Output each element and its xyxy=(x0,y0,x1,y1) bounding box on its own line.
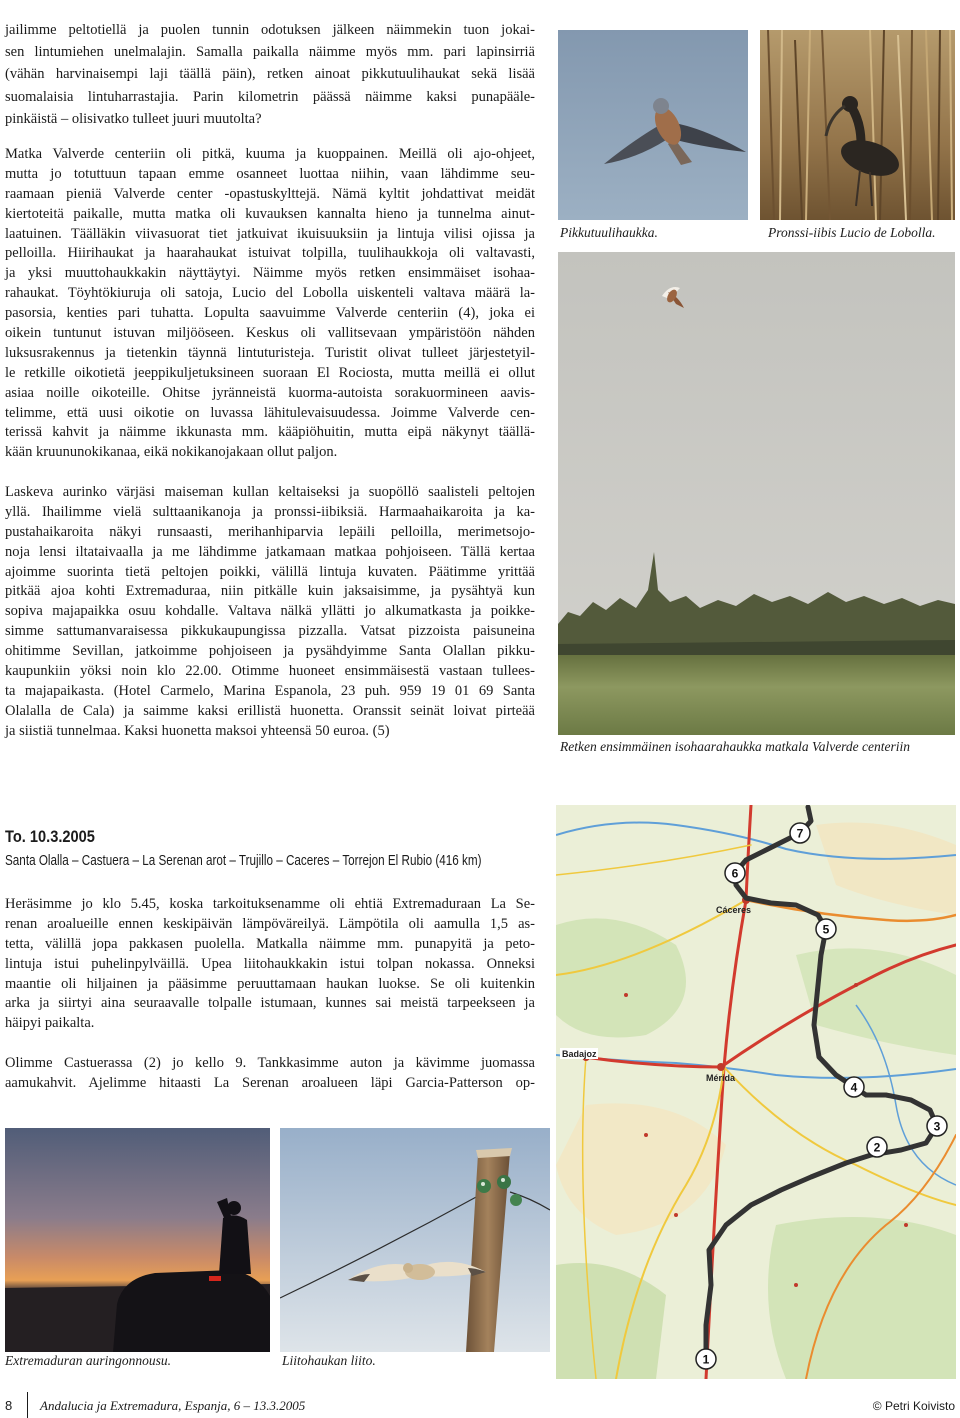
text-line: kaupunkiin yöksi noin klo 22.00. Otimme huoneet ensimmäisestä vastaan tullees- xyxy=(5,663,535,680)
marker-number: 3 xyxy=(933,1119,941,1134)
route-marker-7 xyxy=(790,823,810,843)
route-marker-1 xyxy=(696,1349,716,1369)
copyright: © Petri Koivisto xyxy=(872,1399,955,1413)
text-line: ja siistiä tunnelmaa. Kaksi huonetta maksoi yhteensä 50 euroa. (5) xyxy=(5,722,390,739)
sky xyxy=(280,1128,550,1352)
footer-title: Andalucia ja Extremadura, Espanja, 6 – 13.3.2005 xyxy=(40,1398,306,1413)
route-marker-2 xyxy=(867,1137,887,1157)
harrier-photo xyxy=(280,1128,550,1352)
text-line: suomalaisia lintuharrastajia. Parin kilometrin päässä näimme kaksi punapääle- xyxy=(5,88,535,105)
ibis-caption: Pronssi-iibis Lucio de Lobolla. xyxy=(768,225,936,240)
text-line: Matka Valverde centeriin oli pitkä, kuuma ja kuoppainen. Meillä oli ajo-ohjeet, xyxy=(5,146,535,162)
text-line: pinkäistä – olisivatko tulleet juuri muutolta? xyxy=(5,110,262,127)
text-line: rahaukat. Töyhtökiuruja oli satoja, Lucio del Lobolla uiskenteli valtava määrä la- xyxy=(5,285,535,302)
text-line: Laskeva aurinko värjäsi maiseman kullan keltaiseksi ja suopöllö saalisteli peltojen xyxy=(5,484,535,500)
harrier-caption: Liitohaukan liito. xyxy=(282,1353,376,1368)
text-line: laatuinen. Täälläkin viivasuorat tiet jatkuivat ikuisuuksiin ja lintuja vilisi ojissa ja xyxy=(5,225,535,242)
valverde-paragraph xyxy=(5,145,535,463)
text-line: asiaa noille oikoteille. Ohitse jyränneistä kuorma-autoista sorakuormineen aavis- xyxy=(5,384,535,401)
text-line: ohitimme Sevillan, jatkoimme pohjoiseen ja pysähdyimme Santa Olallan pikku- xyxy=(5,643,535,660)
text-line: sen lintumiehen unelmalajin. Samalla paikalla näimme myös mm. pari lapinsirriä xyxy=(5,44,535,61)
footer-divider xyxy=(27,1392,28,1418)
map-label-badajoz: Badajoz xyxy=(562,1049,597,1059)
text-line: lintuja istui puhelinpylväillä. Upea liitohaukkakin istui tolpan nokassa. Onneksi xyxy=(5,955,535,972)
text-line: kään kruununokikanaa, eikä nokikanojakaan ollut paljon. xyxy=(5,444,338,461)
marker-number: 5 xyxy=(822,922,830,937)
text-line: mutta jo totuttuun tapaan emme osanneet luottaa niihin, vaan lähdimme seu- xyxy=(5,165,535,182)
route-marker-6 xyxy=(725,863,745,883)
text-line: telimme, että uusi oikotie on luvassa lähitulevaisuudessa. Joimme Valverde cen- xyxy=(5,404,535,421)
text-line: aamukahvit. Ajelimme hitaasti La Serenan aroalueen läpi Garcia-Patterson op- xyxy=(5,1074,535,1091)
text-line: noja lensi iltataivaalla ja me lähdimme jatkamaan matkaa pohjoiseen. Tällä kertaa xyxy=(5,543,535,560)
text-line: oikein tuntunut istuvan miljööseen. Keskus oli vallitsevaan ympäristöön nähden xyxy=(5,325,535,342)
marker-number: 1 xyxy=(702,1352,710,1367)
marker-number: 2 xyxy=(873,1140,881,1155)
kite-caption: Retken ensimmäinen isohaarahaukka matkala Valverde centeriin xyxy=(560,739,911,754)
text-line: pitkää ajoa kohti Extremaduraa, niin pitkälle kuin jaksaisimme, ja pysähtyä kun xyxy=(5,583,535,600)
text-line: tetta, välillä jopa pakkasen puolella. Matkalla näimme mm. punapyitä ja peto- xyxy=(5,935,535,952)
text-line: häipyi paikalta. xyxy=(5,1015,95,1032)
kestrel-caption: Pikkutuulihaukka. xyxy=(560,225,658,240)
text-line: Olimme Castuerassa (2) jo kello 9. Tankkasimme auton ja kävimme juomassa xyxy=(5,1055,535,1071)
text-line: pasorsia, kenties pari tuhatta. Lopulta saavuimme Valverde centeriin (4), joka ei xyxy=(5,305,535,322)
text-line: ja yksi muuttohaukkakin näyttäytyi. Näimme myös retken ensimmäiset isohaa- xyxy=(5,265,535,282)
evening-paragraph xyxy=(5,483,535,742)
day-route: Santa Olalla – Castuera – La Serenan arot – Trujillo – Caceres – Torrejon El Rubio (416 km) xyxy=(5,852,482,869)
car-silhouette xyxy=(113,1270,270,1352)
morning-paragraph xyxy=(5,895,535,1034)
car-tail-light xyxy=(209,1276,221,1281)
text-line: Olalalla de Cala) ja saimme kaksi erillistä huonetta. Oranssit seinät loivat pirteää xyxy=(5,702,535,719)
text-line: Heräsimme jo klo 5.45, koska tarkoituksenamme oli ehtiä Extremaduraan La Se- xyxy=(5,896,535,912)
map-label-caceres: Cáceres xyxy=(716,905,752,915)
map-label-merida: Mérida xyxy=(706,1073,736,1083)
intro-paragraph xyxy=(5,19,535,130)
text-line: yllä. Ihailimme vielä sulttaanikanoja ja pronssi-iibiksiä. Harmaahaikaroita ja ka- xyxy=(5,503,535,520)
field xyxy=(558,655,955,735)
marker-number: 7 xyxy=(796,826,804,841)
castuera-paragraph xyxy=(5,1054,535,1094)
marker-number: 6 xyxy=(731,866,739,881)
route-marker-3 xyxy=(927,1116,947,1136)
text-line: terissä kahvit ja näimme ikkunasta mm. kääpiöhuitin, mutta eipä näkynyt täällä- xyxy=(5,424,535,441)
text-line: kiertoteitä paikalle, mutta matka oli kuvauksen kannalta hieno ja tunnelma ainut- xyxy=(5,205,535,222)
kite-landscape-photo xyxy=(558,252,955,735)
text-line: renan aroalueille ennen keskipäivän lämpöväreilyä. Lämpötila oli aamulla 1,5 as- xyxy=(5,915,535,932)
text-line: (vähän harvinaisempi laji täällä päin), retken ainoat pikkutuulihaukat sekä lisää xyxy=(5,66,535,83)
marker-number: 4 xyxy=(850,1080,858,1095)
route-map xyxy=(556,805,956,1379)
text-line: pelloilla. Hiirihaukat ja haarahaukat istuivat tolpilla, tuulihaukkoja oli valtavasti, xyxy=(5,245,535,262)
text-line: jailimme peltotiellä ja puolen tunnin odotuksen jälkeen näimmekin tuon jokai- xyxy=(5,22,535,38)
sunrise-caption: Extremaduran auringonnousu. xyxy=(5,1353,171,1368)
text-line: ta majapaikasta. (Hotel Carmelo, Marina Espanola, 23 puh. 959 19 01 69 Santa xyxy=(5,682,535,699)
text-line: sopiva majapaikka osuu kohdalle. Valtava nälkä yllätti jo alkumatkasta ja poikke- xyxy=(5,603,535,620)
route-marker-5 xyxy=(816,919,836,939)
text-line: ajoimme suorinta tietä peltojen poikki, välillä lintuja kuvaten. Päätimme yrittää xyxy=(5,563,535,580)
ibis-photo xyxy=(760,30,955,220)
text-line: pustahaikaroita näkyi runsaasti, merihanhiparvia lepäili pelloilla, merimetsojo- xyxy=(5,523,535,540)
day-heading: To. 10.3.2005 xyxy=(5,827,95,846)
route-marker-4 xyxy=(844,1077,864,1097)
kestrel-photo xyxy=(558,30,748,220)
text-line: arka ja siirtyi aina seuraavalle tolpalle istumaan, kunnes sai meistä tarpeekseen ja xyxy=(5,995,535,1012)
text-line: maantie oli hiljainen ja pääsimme peruuttamaan haukan luokse. Se oli kuitenkin xyxy=(5,975,535,992)
text-line: simme sattumanvaraisessa pikkukaupungissa pizzalla. Vatsat pizzoista paisuneina xyxy=(5,623,535,640)
page-number: 8 xyxy=(5,1398,13,1413)
sky xyxy=(558,30,748,220)
sunrise-photo xyxy=(5,1128,270,1352)
text-line: luksusrakennus ja tietenkin täynnä lintuturisteja. Turistit olivat tulleet järjestetyil- xyxy=(5,344,535,361)
text-line: raamaan pieniä Valverde center -opastuskylttejä. Nämä kyltit johdattivat meidät xyxy=(5,185,535,202)
text-line: le retkille oikotietä jeeppikuljetuksineen suoraan El Rociosta, mutta meillä ei ollut xyxy=(5,364,535,381)
